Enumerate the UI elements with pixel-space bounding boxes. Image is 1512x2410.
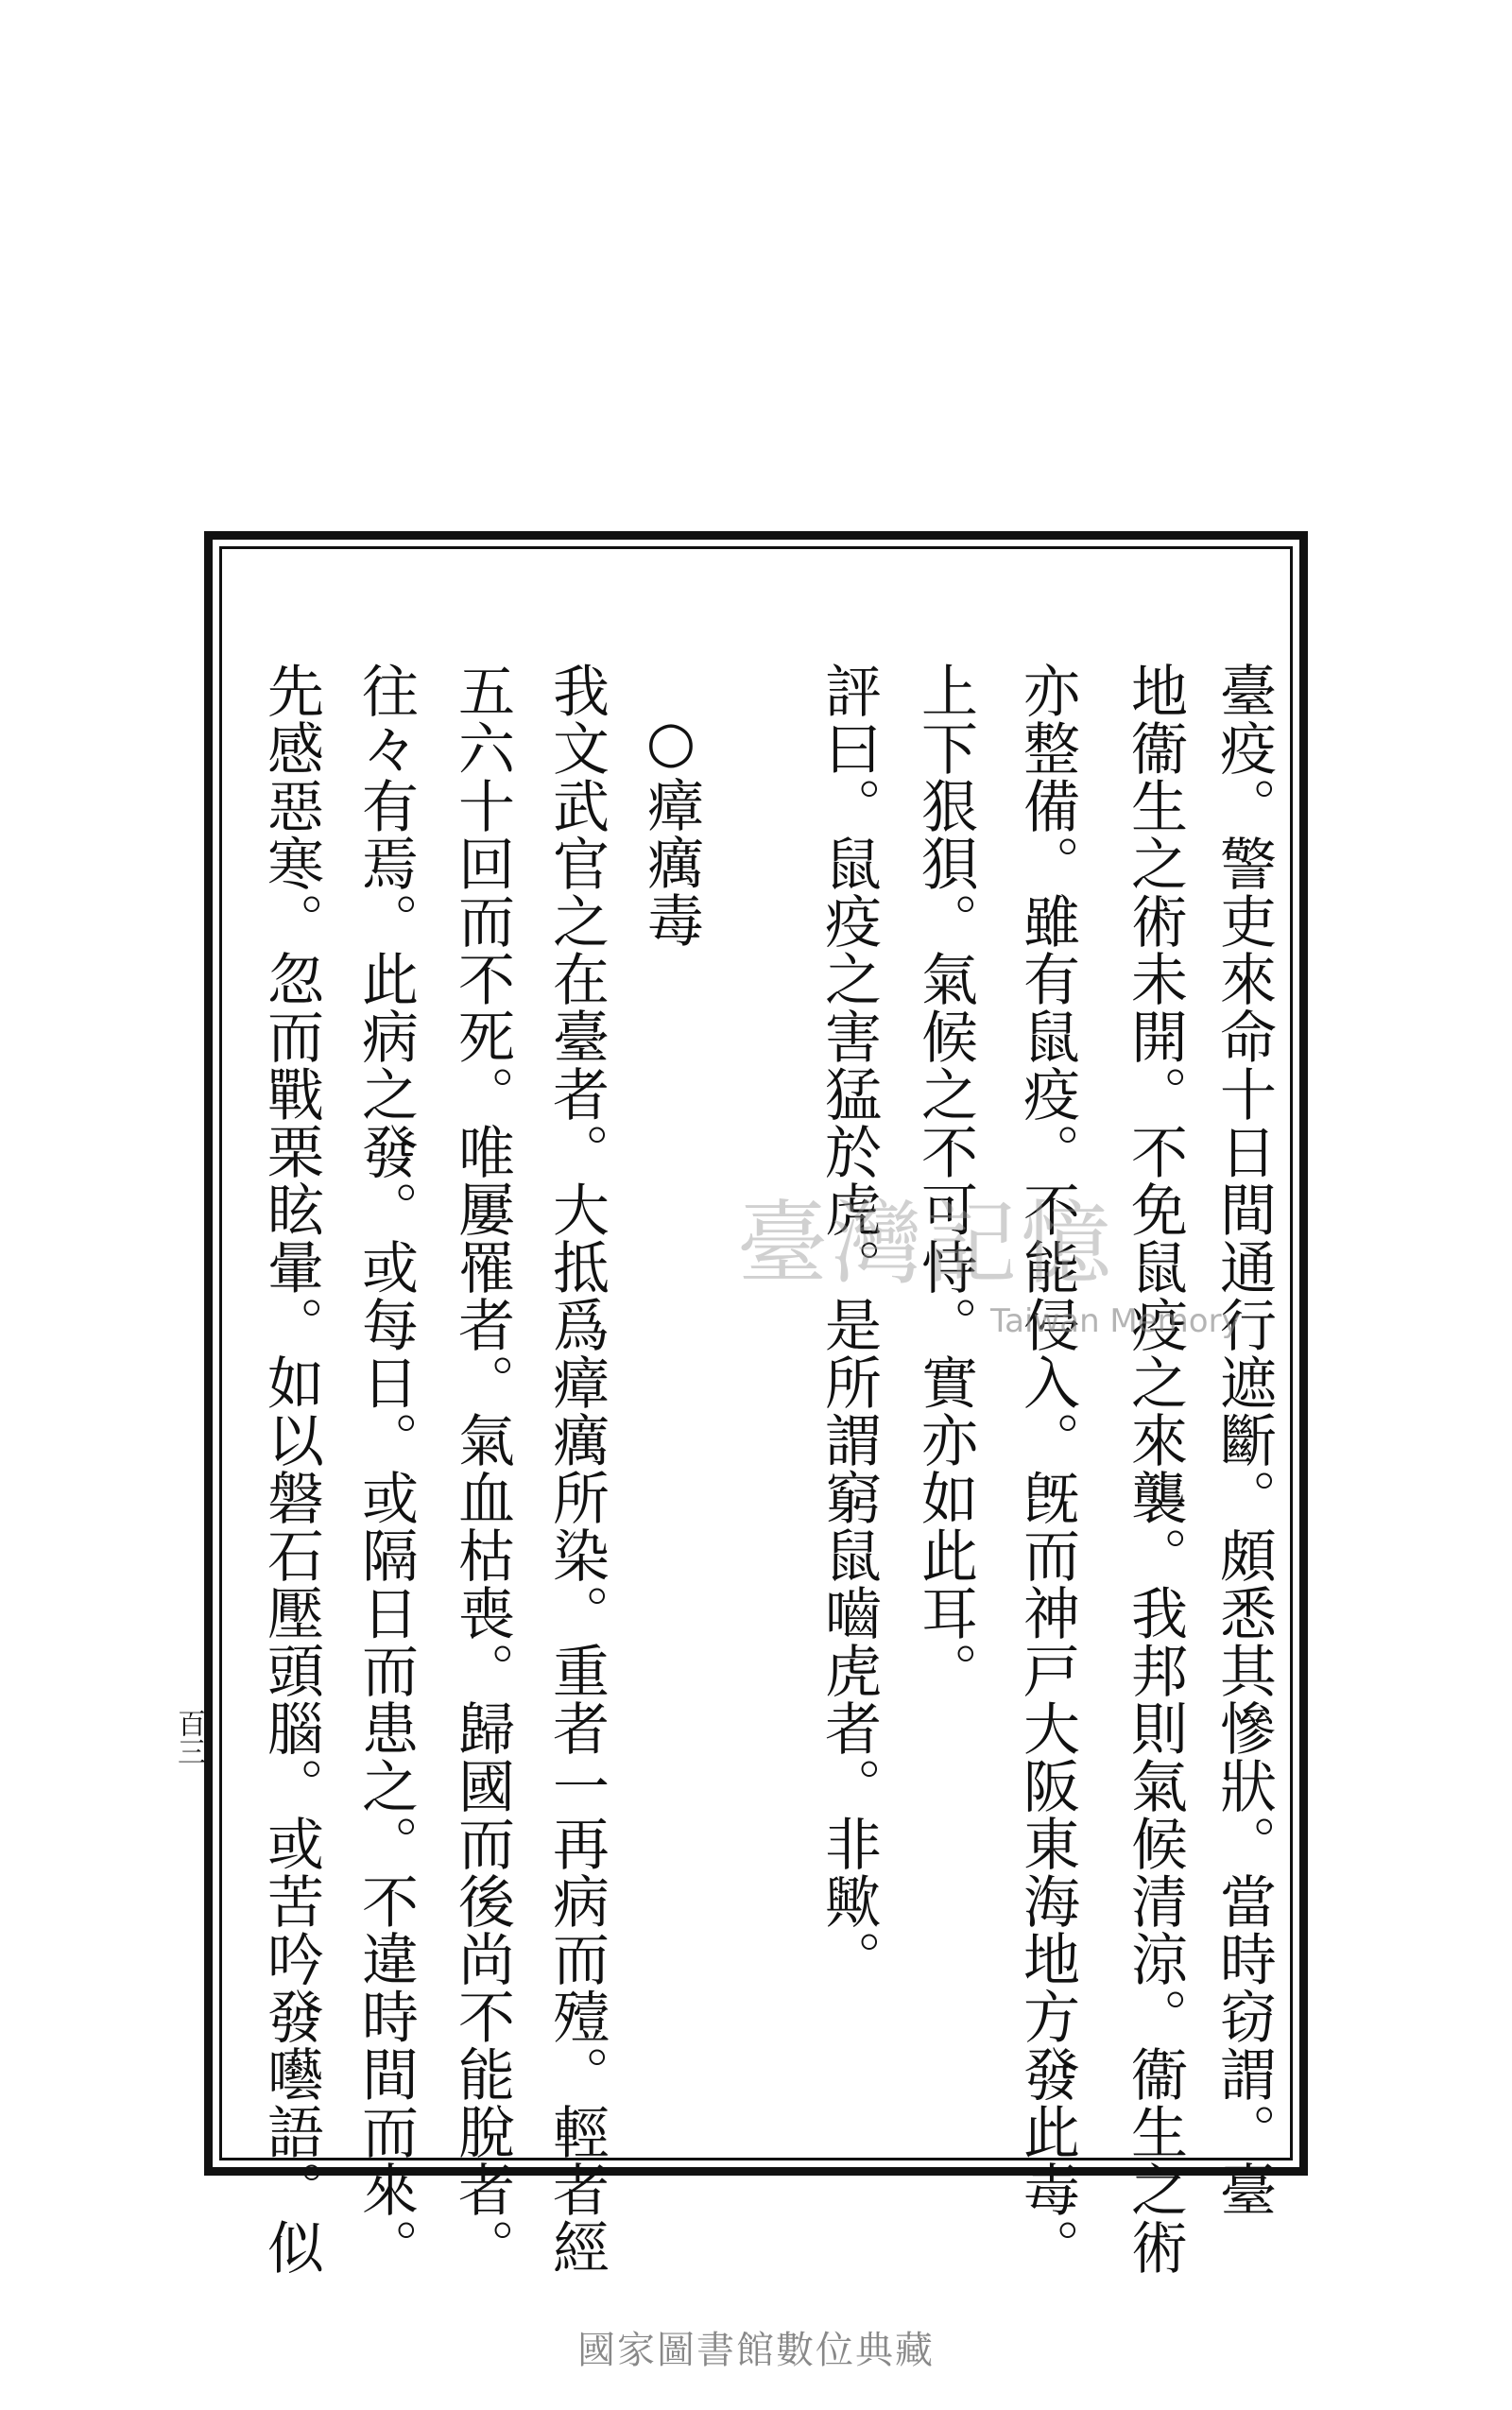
watermark-logo: 臺灣記憶 — [737, 1191, 1115, 1297]
text-column-8: 五六十回而不死。唯屢罹者。氣血枯喪。歸國而後尚不能脫者。 — [449, 662, 515, 2276]
watermark-subtext: Taiwan Memory — [990, 1302, 1241, 1340]
section-heading: ○瘴癘毒 — [638, 709, 704, 949]
footer-caption: 國家圖書館數位典藏 — [577, 2329, 935, 2372]
text-column-9: 往々有焉。此病之發。或每日。或隔日而患之。不違時間而來。 — [352, 662, 419, 2276]
text-column-2: 地衞生之術未開。不免鼠疫之來襲。我邦則氣候清涼。衞生之術 — [1122, 662, 1188, 2276]
text-column-5: 評曰。鼠疫之害猛於虎。是所謂窮鼠嚙虎者。非歟。 — [816, 662, 882, 1988]
text-column-3: 亦整備。雖有鼠疫。不能侵入。旣而神戸大阪東海地方發此毒。 — [1014, 662, 1080, 2276]
page-number: 百三 — [172, 1709, 205, 1765]
text-column-1: 臺疫。警吏來命十日間通行遮斷。頗悉其慘狀。當時窃謂。臺 — [1211, 662, 1277, 2218]
text-column-4: 上下狠狽。氣候之不可恃。實亦如此耳。 — [912, 662, 978, 1699]
text-column-10: 先感惡寒。忽而戰栗眩暈。如以磐石壓頭腦。或苦吟發囈語。似 — [258, 662, 324, 2276]
text-column-7: 我文武官之在臺者。大抵爲瘴癘所染。重者一再病而殪。輕者經 — [543, 662, 610, 2276]
